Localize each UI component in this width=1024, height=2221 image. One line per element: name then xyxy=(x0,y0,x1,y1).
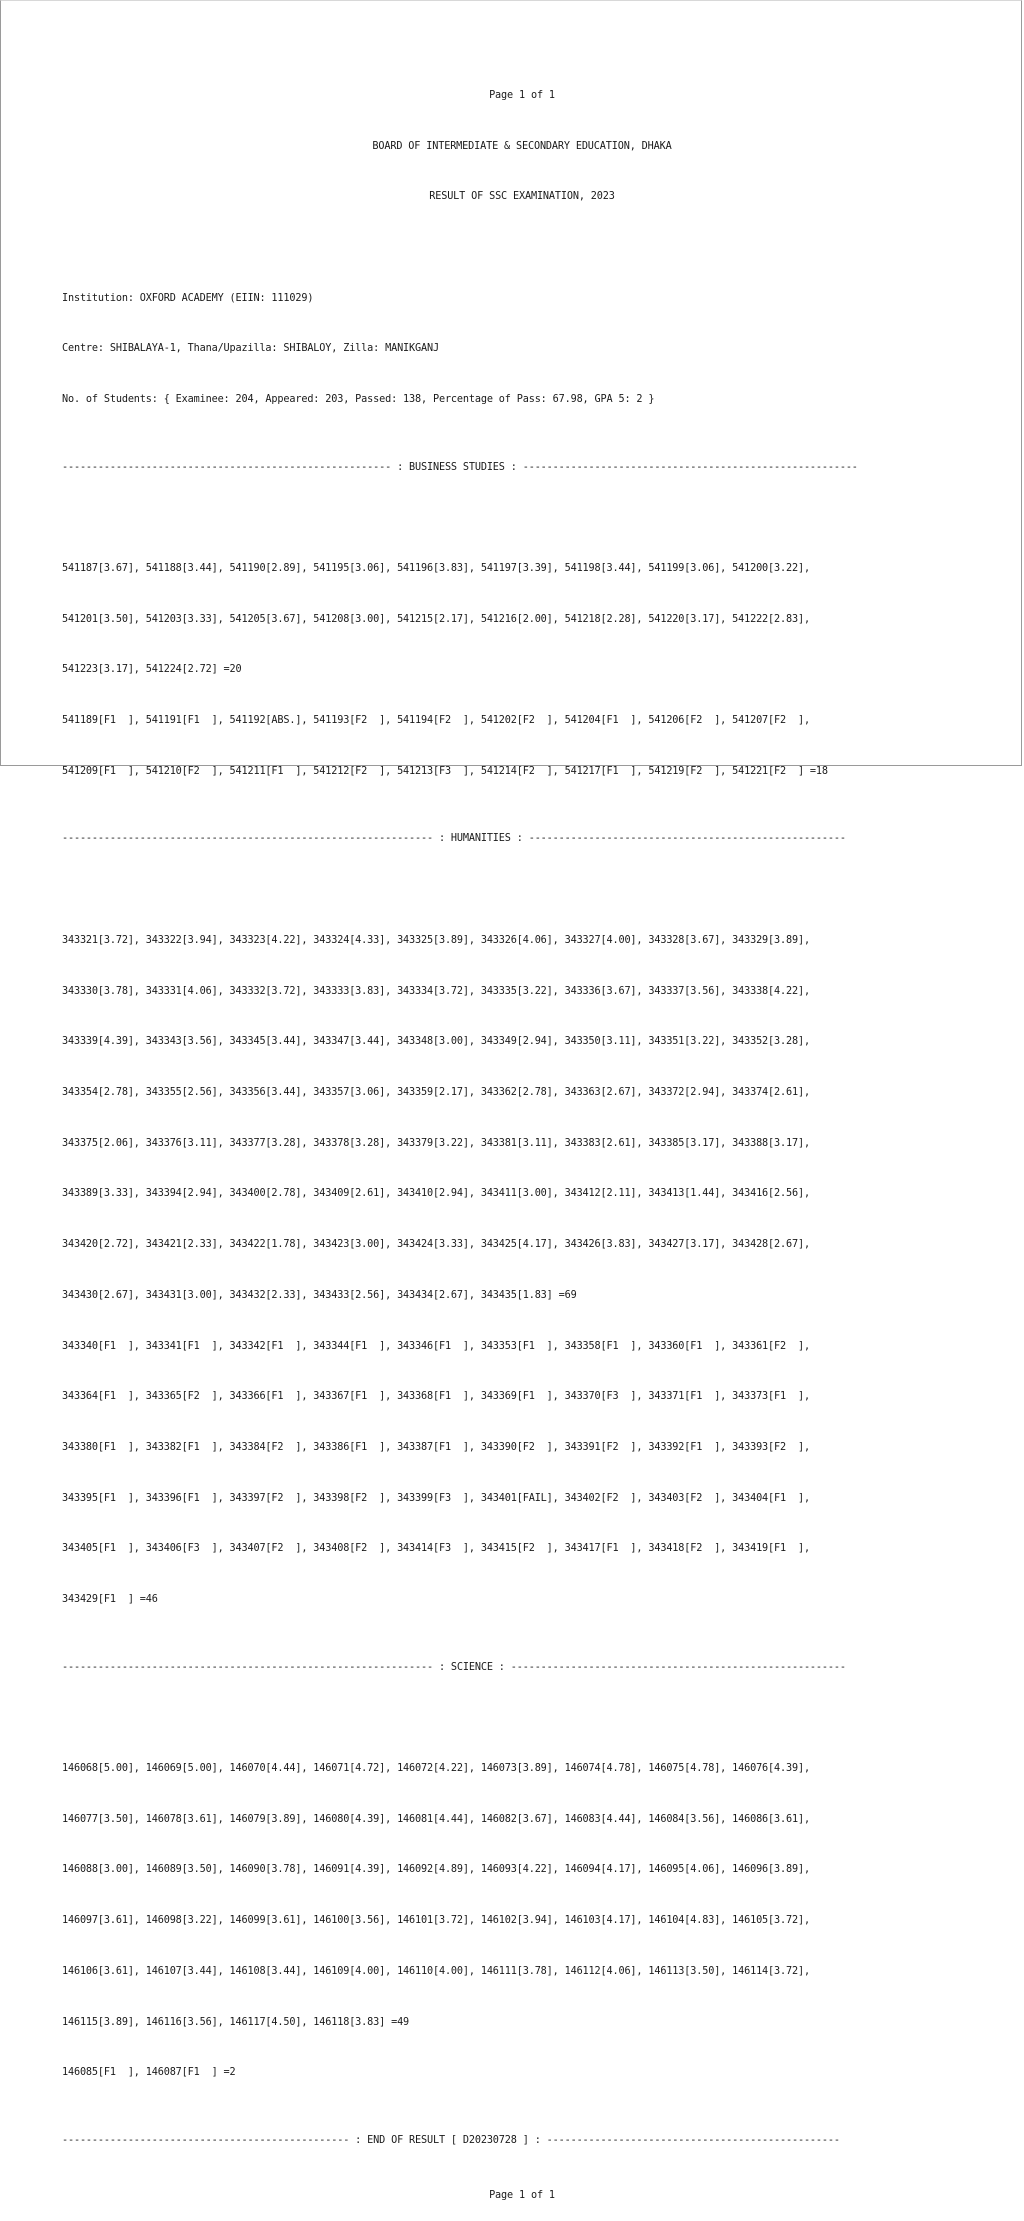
result-line: 146085[F1 ], 146087[F1 ] =2 xyxy=(62,2067,236,2079)
section-divider-humanities: -------------------------------------------------------------- : HUMANITIES : ----------------------------------------------------- xyxy=(62,833,846,845)
students-summary: No. of Students: { Examinee: 204, Appeared: 203, Passed: 138, Percentage of Pass: 67.98, GPA 5: 2 } xyxy=(62,394,655,406)
end-of-result-divider: ------------------------------------------------ : END OF RESULT [ D20230728 ] : ------------------------------------------------- xyxy=(62,2134,840,2146)
result-line: 343395[F1 ], 343396[F1 ], 343397[F2 ], 343398[F2 ], 343399[F3 ], 343401[FAIL], 343402[F2 ], 343403[F2 ], 343404[F1 ], xyxy=(62,1492,810,1504)
result-line: 541201[3.50], 541203[3.33], 541205[3.67], 541208[3.00], 541215[2.17], 541216[2.00], 541218[2.28], 541220[3.17], 541222[2.83], xyxy=(62,613,810,625)
result-line: 343340[F1 ], 343341[F1 ], 343342[F1 ], 343344[F1 ], 343346[F1 ], 343353[F1 ], 343358[F1 ], 343360[F1 ], 343361[F2 ], xyxy=(62,1340,810,1352)
page-number-top: Page 1 of 1 xyxy=(489,89,555,101)
result-document xyxy=(62,54,992,2221)
result-line: 343321[3.72], 343322[3.94], 343323[4.22], 343324[4.33], 343325[3.89], 343326[4.06], 343327[4.00], 343328[3.67], 343329[3.89], xyxy=(62,934,810,946)
result-line: 146088[3.00], 146089[3.50], 146090[3.78], 146091[4.39], 146092[4.89], 146093[4.22], 146094[4.17], 146095[4.06], 146096[3.89], xyxy=(62,1864,810,1876)
result-line: 343420[2.72], 343421[2.33], 343422[1.78], 343423[3.00], 343424[3.33], 343425[4.17], 343426[3.83], 343427[3.17], 343428[2.67], xyxy=(62,1239,810,1251)
section-divider-business: ------------------------------------------------------- : BUSINESS STUDIES : -------------------------------------------------------- xyxy=(62,461,858,473)
result-line: 343430[2.67], 343431[3.00], 343432[2.33], 343433[2.56], 343434[2.67], 343435[1.83] =69 xyxy=(62,1289,577,1301)
result-line: 146097[3.61], 146098[3.22], 146099[3.61], 146100[3.56], 146101[3.72], 146102[3.94], 146103[4.17], 146104[4.83], 146105[3.72], xyxy=(62,1915,810,1927)
result-line: 146077[3.50], 146078[3.61], 146079[3.89], 146080[4.39], 146081[4.44], 146082[3.67], 146083[4.44], 146084[3.56], 146086[3.61], xyxy=(62,1813,810,1825)
result-line: 146106[3.61], 146107[3.44], 146108[3.44], 146109[4.00], 146110[4.00], 146111[3.78], 146112[4.06], 146113[3.50], 146114[3.72], xyxy=(62,1965,810,1977)
result-line: 146115[3.89], 146116[3.56], 146117[4.50], 146118[3.83] =49 xyxy=(62,2016,410,2028)
page-number-bottom: Page 1 of 1 xyxy=(489,2189,555,2201)
result-line: 343339[4.39], 343343[3.56], 343345[3.44], 343347[3.44], 343348[3.00], 343349[2.94], 343350[3.11], 343351[3.22], 343352[3.28], xyxy=(62,1036,810,1048)
result-line: 541209[F1 ], 541210[F2 ], 541211[F1 ], 541212[F2 ], 541213[F3 ], 541214[F2 ], 541217[F1 ], 541219[F2 ], 541221[F2 ] =18 xyxy=(62,765,828,777)
result-line: 343389[3.33], 343394[2.94], 343400[2.78], 343409[2.61], 343410[2.94], 343411[3.00], 343412[2.11], 343413[1.44], 343416[2.56], xyxy=(62,1188,810,1200)
result-line: 343375[2.06], 343376[3.11], 343377[3.28], 343378[3.28], 343379[3.22], 343381[3.11], 343383[2.61], 343385[3.17], 343388[3.17], xyxy=(62,1137,810,1149)
exam-title: RESULT OF SSC EXAMINATION, 2023 xyxy=(429,191,615,203)
result-line: 343380[F1 ], 343382[F1 ], 343384[F2 ], 343386[F1 ], 343387[F1 ], 343390[F2 ], 343391[F2 ], 343392[F1 ], 343393[F2 ], xyxy=(62,1441,810,1453)
section-divider-science: -------------------------------------------------------------- : SCIENCE : -------------------------------------------------------- xyxy=(62,1661,846,1673)
result-line: 343354[2.78], 343355[2.56], 343356[3.44], 343357[3.06], 343359[2.17], 343362[2.78], 343363[2.67], 343372[2.94], 343374[2.61], xyxy=(62,1086,810,1098)
board-title: BOARD OF INTERMEDIATE & SECONDARY EDUCATION, DHAKA xyxy=(372,140,672,152)
result-line: 541223[3.17], 541224[2.72] =20 xyxy=(62,664,242,676)
result-line: 541189[F1 ], 541191[F1 ], 541192[ABS.], 541193[F2 ], 541194[F2 ], 541202[F2 ], 541204[F1 ], 541206[F2 ], 541207[F2 ], xyxy=(62,715,810,727)
centre-line: Centre: SHIBALAYA-1, Thana/Upazilla: SHIBALOY, Zilla: MANIKGANJ xyxy=(62,343,439,355)
result-line: 541187[3.67], 541188[3.44], 541190[2.89], 541195[3.06], 541196[3.83], 541197[3.39], 541198[3.44], 541199[3.06], 541200[3.22], xyxy=(62,563,810,575)
result-line: 146068[5.00], 146069[5.00], 146070[4.44], 146071[4.72], 146072[4.22], 146073[3.89], 146074[4.78], 146075[4.78], 146076[4.39], xyxy=(62,1763,810,1775)
result-line: 343330[3.78], 343331[4.06], 343332[3.72], 343333[3.83], 343334[3.72], 343335[3.22], 343336[3.67], 343337[3.56], 343338[4.22], xyxy=(62,985,810,997)
result-line: 343405[F1 ], 343406[F3 ], 343407[F2 ], 343408[F2 ], 343414[F3 ], 343415[F2 ], 343417[F1 ], 343418[F2 ], 343419[F1 ], xyxy=(62,1543,810,1555)
result-line: 343364[F1 ], 343365[F2 ], 343366[F1 ], 343367[F1 ], 343368[F1 ], 343369[F1 ], 343370[F3 ], 343371[F1 ], 343373[F1 ], xyxy=(62,1391,810,1403)
result-line: 343429[F1 ] =46 xyxy=(62,1594,158,1606)
institution-line: Institution: OXFORD ACADEMY (EIIN: 111029) xyxy=(62,292,314,304)
